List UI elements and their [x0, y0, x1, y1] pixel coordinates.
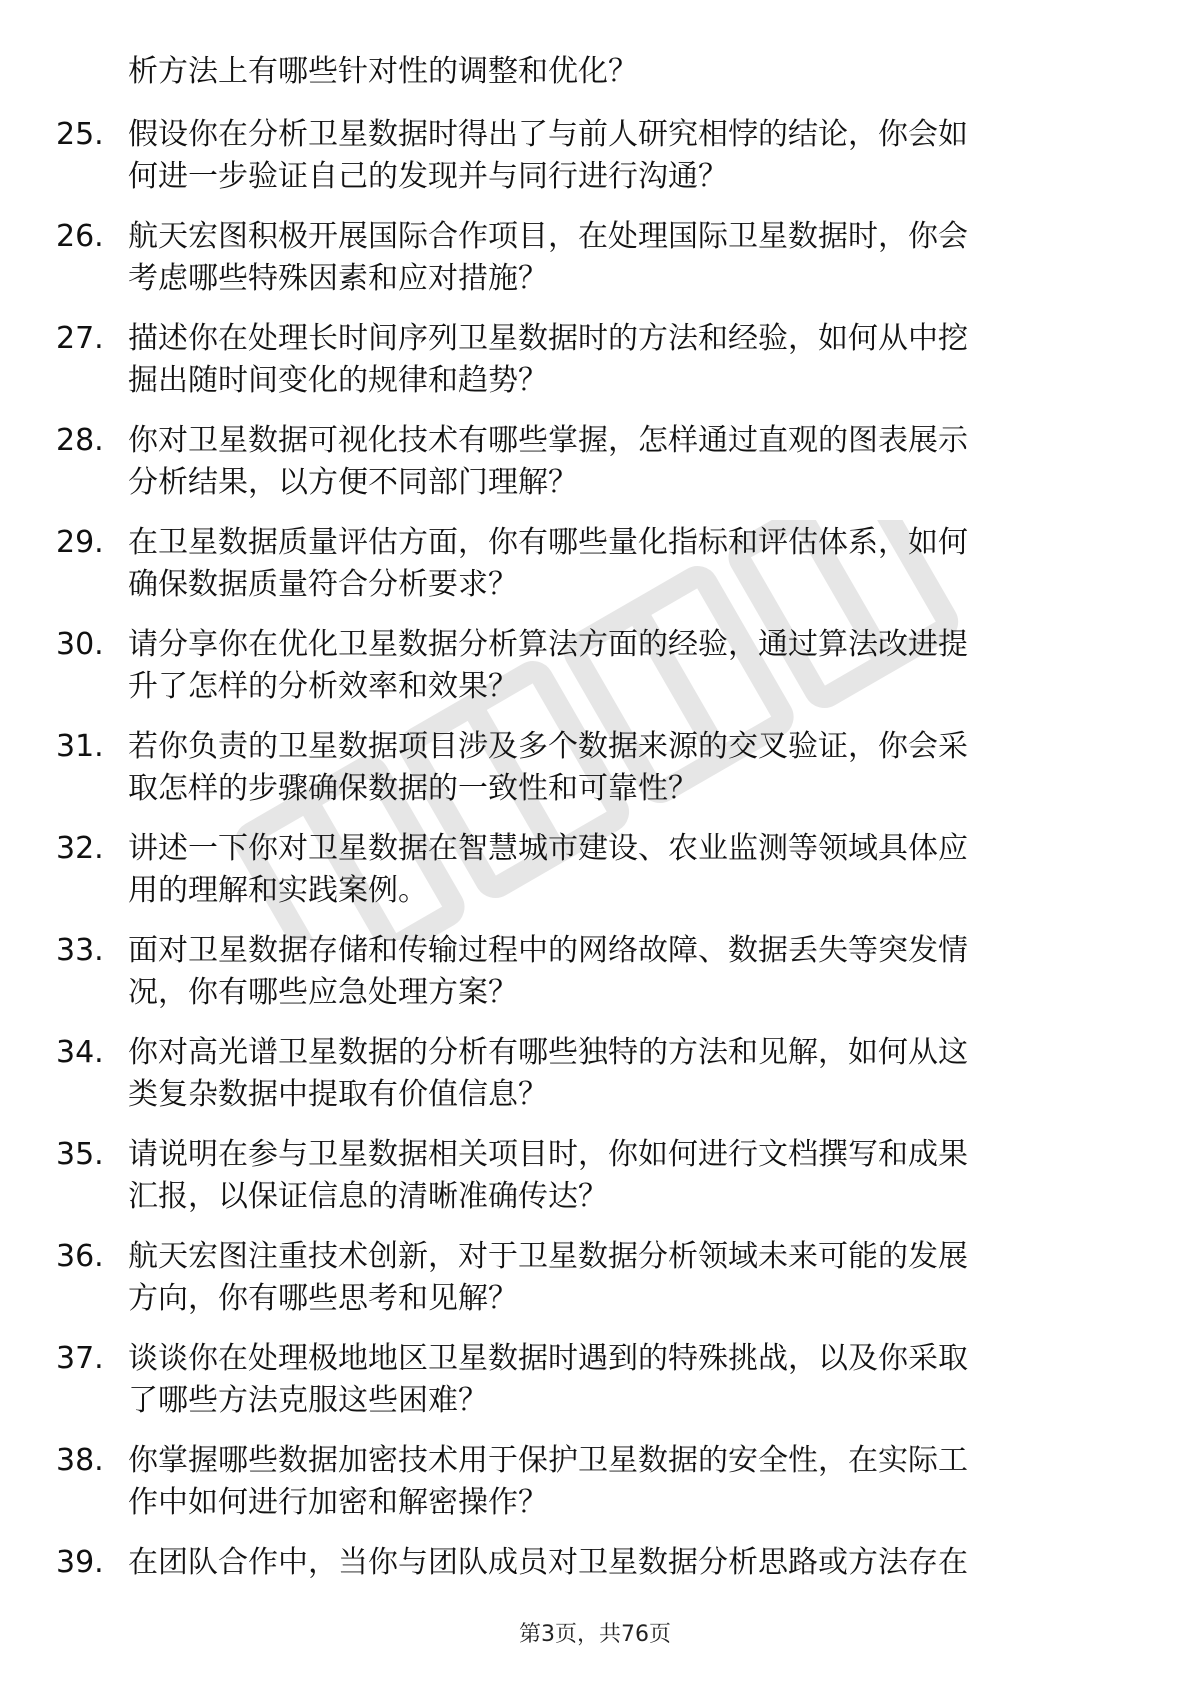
- question-line: 请说明在参与卫星数据相关项目时，你如何进行文档撰写和成果: [128, 1137, 968, 1172]
- question-line: 分析结果，以方便不同部门理解？: [128, 465, 578, 500]
- question-line: 汇报，以保证信息的清晰准确传达？: [128, 1179, 608, 1214]
- question-number: 25.: [56, 117, 104, 152]
- question-item: [0, 1338, 1190, 1440]
- question-text: [128, 318, 1128, 402]
- question-text: [128, 1032, 1128, 1116]
- question-text: [128, 1542, 1128, 1584]
- question-line: 谈谈你在处理极地地区卫星数据时遇到的特殊挑战，以及你采取: [128, 1341, 968, 1376]
- question-item: [0, 1134, 1190, 1236]
- question-text: [128, 1134, 1128, 1218]
- question-text: [128, 828, 1128, 912]
- question-line: 面对卫星数据存储和传输过程中的网络故障、数据丢失等突发情: [128, 933, 968, 968]
- question-list: [0, 114, 1190, 1644]
- question-line: 掘出随时间变化的规律和趋势？: [128, 363, 548, 398]
- question-number: 28.: [56, 423, 104, 458]
- question-number: 26.: [56, 219, 104, 254]
- question-line: 航天宏图注重技术创新，对于卫星数据分析领域未来可能的发展: [128, 1239, 968, 1274]
- question-text: [128, 114, 1128, 198]
- question-item: [0, 726, 1190, 828]
- question-line: 你对卫星数据可视化技术有哪些掌握，怎样通过直观的图表展示: [128, 423, 968, 458]
- question-line: 了哪些方法克服这些困难？: [128, 1383, 488, 1418]
- question-number: 29.: [56, 525, 104, 560]
- question-item: [0, 930, 1190, 1032]
- question-item: [0, 1032, 1190, 1134]
- question-text: [128, 1440, 1128, 1524]
- question-item: [0, 1236, 1190, 1338]
- question-line: 类复杂数据中提取有价值信息？: [128, 1077, 548, 1112]
- question-line: 假设你在分析卫星数据时得出了与前人研究相悖的结论，你会如: [128, 117, 968, 152]
- question-line: 取怎样的步骤确保数据的一致性和可靠性？: [128, 771, 698, 806]
- page-footer: 第3页，共76页: [519, 1622, 671, 1647]
- question-line: 若你负责的卫星数据项目涉及多个数据来源的交叉验证，你会采: [128, 729, 968, 764]
- question-line: 况，你有哪些应急处理方案？: [128, 975, 518, 1010]
- question-item: [0, 420, 1190, 522]
- question-text: [128, 216, 1128, 300]
- question-line: 升了怎样的分析效率和效果？: [128, 669, 518, 704]
- continuation-text: 析方法上有哪些针对性的调整和优化？: [128, 54, 638, 89]
- question-line: 考虑哪些特殊因素和应对措施？: [128, 261, 548, 296]
- question-text: [128, 726, 1128, 810]
- question-item: [0, 828, 1190, 930]
- question-item: [0, 1440, 1190, 1542]
- question-text: [128, 624, 1128, 708]
- question-text: [128, 522, 1128, 606]
- question-line: 何进一步验证自己的发现并与同行进行沟通？: [128, 159, 728, 194]
- question-line: 你对高光谱卫星数据的分析有哪些独特的方法和见解，如何从这: [128, 1035, 968, 1070]
- question-line: 描述你在处理长时间序列卫星数据时的方法和经验，如何从中挖: [128, 321, 968, 356]
- question-line: 请分享你在优化卫星数据分析算法方面的经验，通过算法改进提: [128, 627, 968, 662]
- question-number: 27.: [56, 321, 104, 356]
- question-line: 在团队合作中，当你与团队成员对卫星数据分析思路或方法存在: [128, 1545, 968, 1580]
- question-line: 你掌握哪些数据加密技术用于保护卫星数据的安全性，在实际工: [128, 1443, 968, 1478]
- question-number: 35.: [56, 1137, 104, 1172]
- question-item: [0, 114, 1190, 216]
- question-text: [128, 1236, 1128, 1320]
- question-number: 36.: [56, 1239, 104, 1274]
- question-number: 32.: [56, 831, 104, 866]
- question-number: 39.: [56, 1545, 104, 1580]
- question-item: [0, 522, 1190, 624]
- question-item: [0, 624, 1190, 726]
- question-line: 作中如何进行加密和解密操作？: [128, 1485, 548, 1520]
- question-line: 航天宏图积极开展国际合作项目，在处理国际卫星数据时，你会: [128, 219, 968, 254]
- question-number: 31.: [56, 729, 104, 764]
- question-item: [0, 216, 1190, 318]
- question-number: 34.: [56, 1035, 104, 1070]
- question-line: 讲述一下你对卫星数据在智慧城市建设、农业监测等领域具体应: [128, 831, 968, 866]
- question-item: [0, 318, 1190, 420]
- question-number: 33.: [56, 933, 104, 968]
- question-number: 37.: [56, 1341, 104, 1376]
- question-text: [128, 1338, 1128, 1422]
- question-number: 38.: [56, 1443, 104, 1478]
- question-text: [128, 930, 1128, 1014]
- question-text: [128, 420, 1128, 504]
- question-line: 确保数据质量符合分析要求？: [128, 567, 518, 602]
- question-number: 30.: [56, 627, 104, 662]
- question-line: 在卫星数据质量评估方面，你有哪些量化指标和评估体系，如何: [128, 525, 968, 560]
- question-line: 方向，你有哪些思考和见解？: [128, 1281, 518, 1316]
- question-line: 用的理解和实践案例。: [128, 873, 428, 908]
